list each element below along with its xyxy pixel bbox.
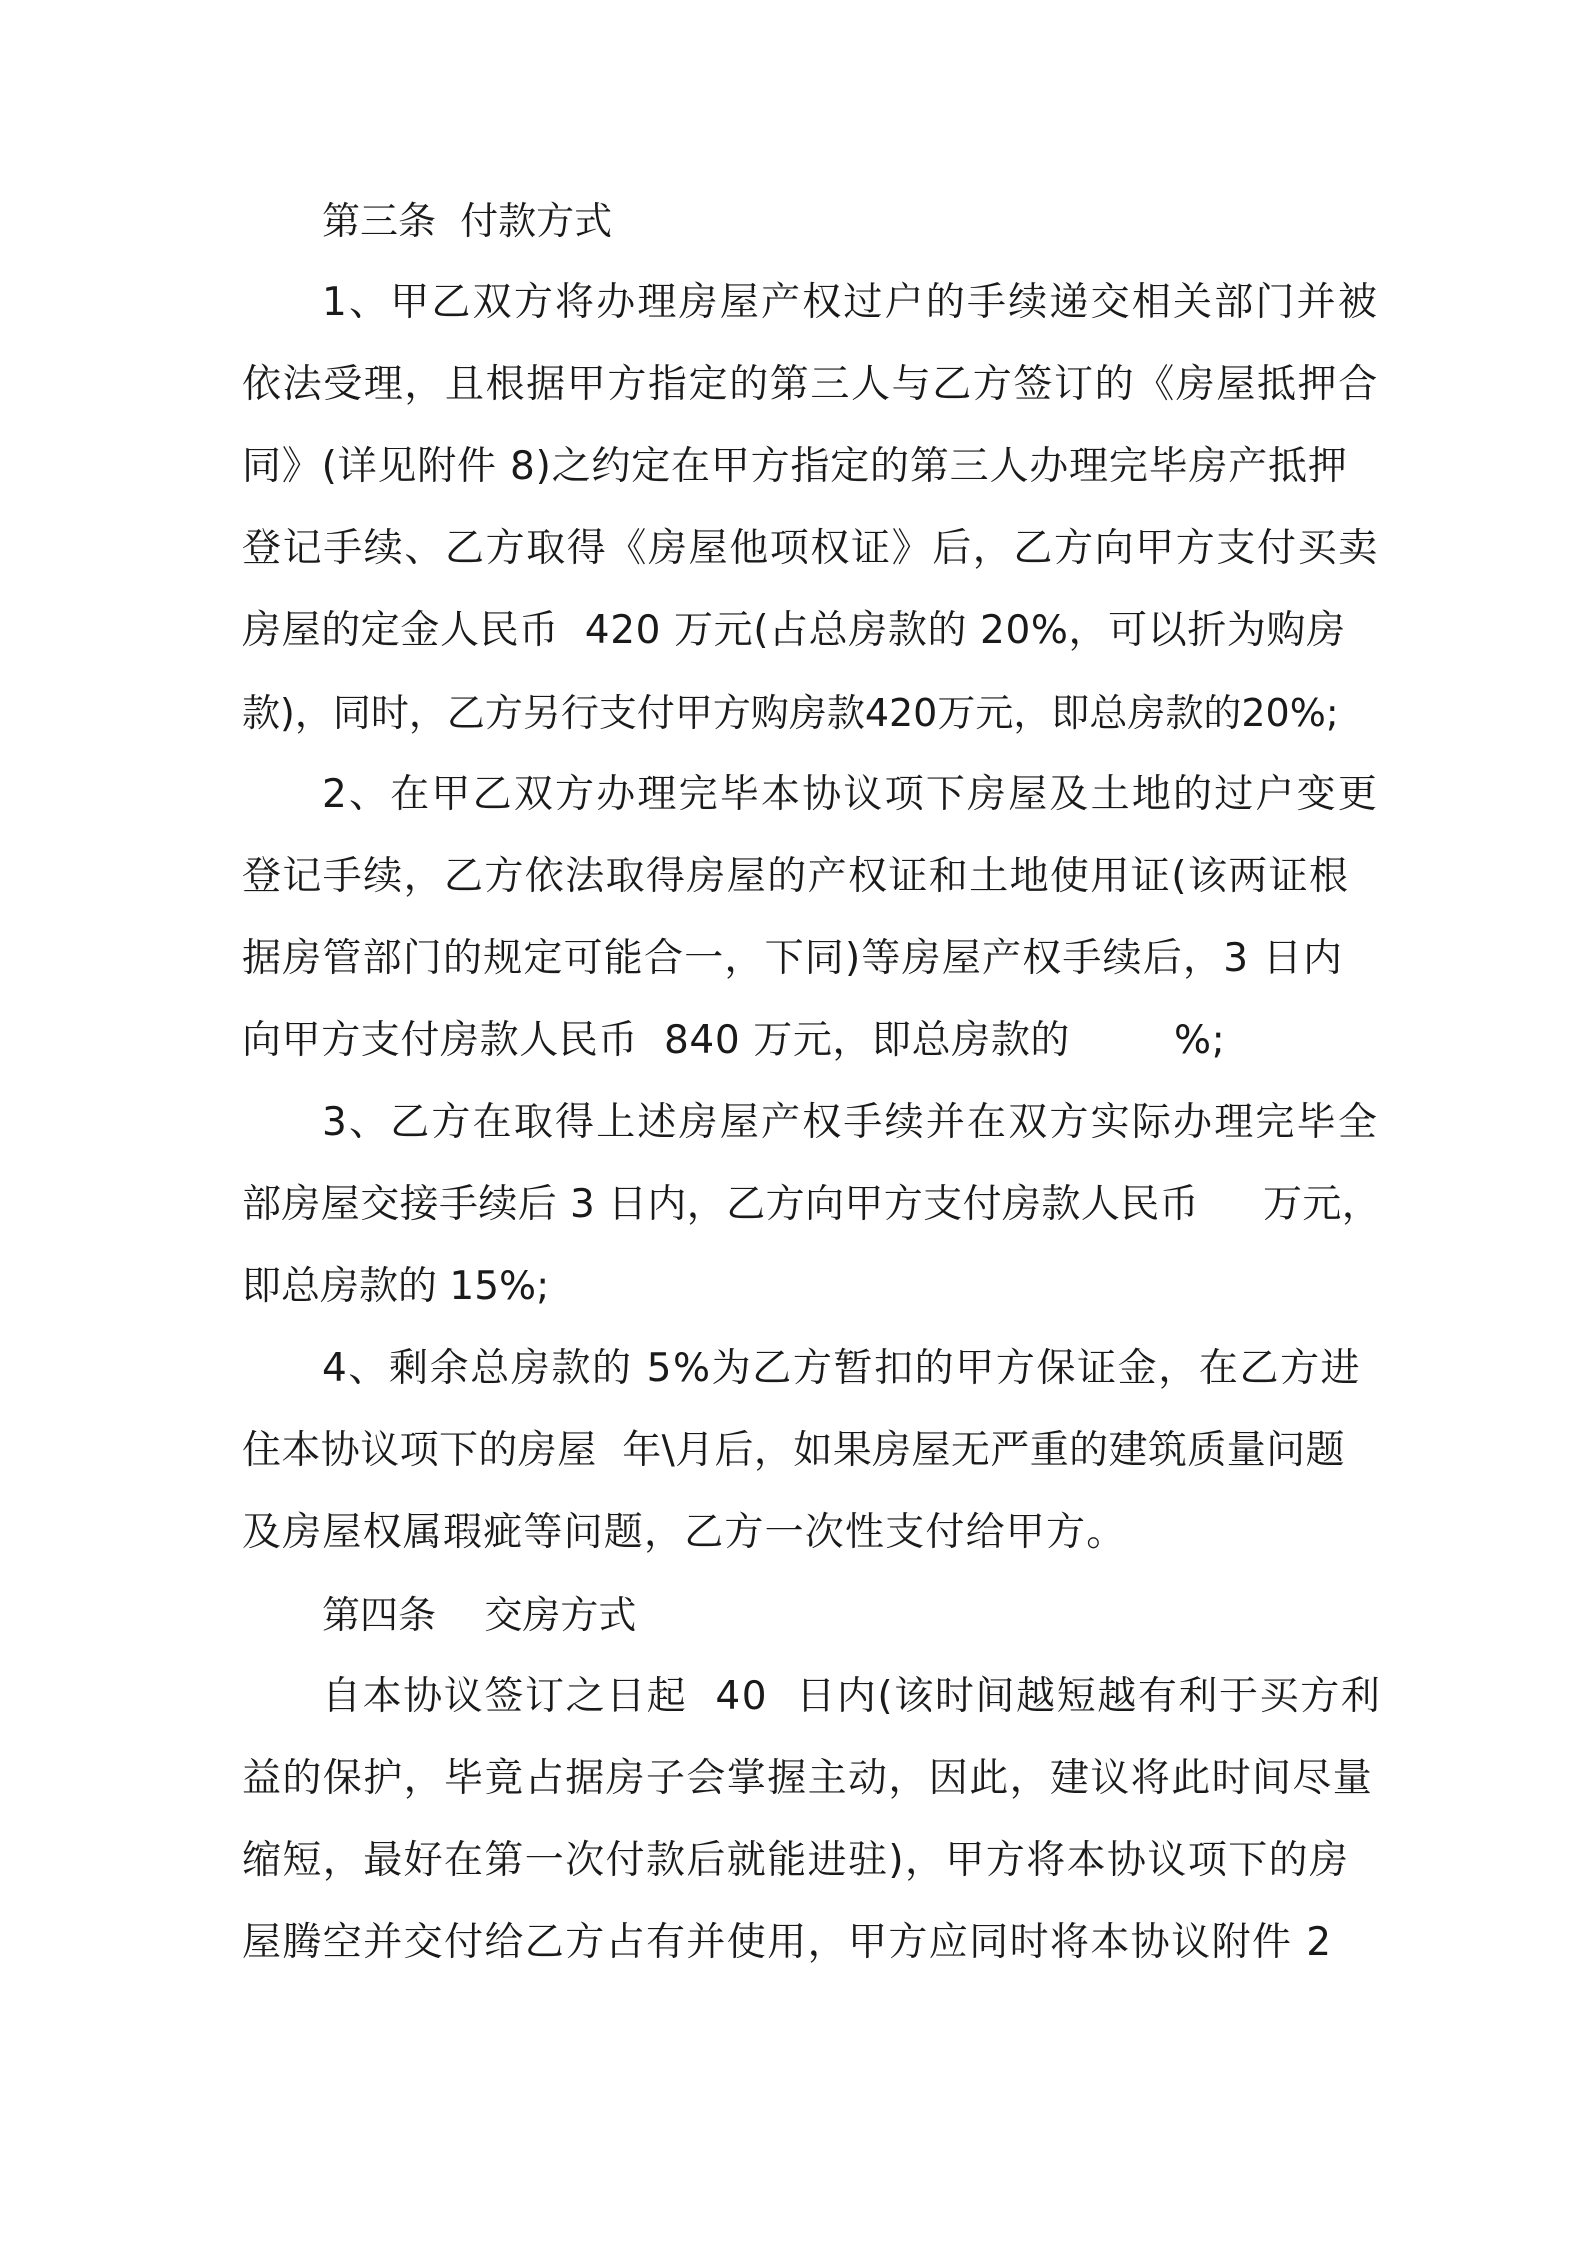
paragraph-line: 即总房款的 15%; bbox=[242, 1264, 550, 1309]
paragraph-line: 登记手续、乙方取得《房屋他项权证》后，乙方向甲方支付买卖 bbox=[242, 526, 1379, 571]
paragraph-line: 及房屋权属瑕疵等问题，乙方一次性支付给甲方。 bbox=[242, 1510, 1127, 1555]
paragraph-line: 住本协议项下的房屋 年\月后，如果房屋无严重的建筑质量问题 bbox=[242, 1428, 1345, 1473]
paragraph-line: 自本协议签订之日起 40 日内(该时间越短越有利于买方利 bbox=[322, 1674, 1382, 1719]
paragraph-line: 缩短，最好在第一次付款后就能进驻)，甲方将本协议项下的房 bbox=[242, 1838, 1350, 1883]
paragraph-line: 依法受理，且根据甲方指定的第三人与乙方签订的《房屋抵押合 bbox=[242, 362, 1379, 407]
paragraph-line: 益的保护，毕竟占据房子会掌握主动，因此，建议将此时间尽量 bbox=[242, 1756, 1374, 1801]
paragraph-line: 同》(详见附件 8)之约定在甲方指定的第三人办理完毕房产抵押 bbox=[242, 444, 1348, 489]
paragraph-line: 款)，同时，乙方另行支付甲方购房款420万元，即总房款的20%; bbox=[242, 691, 1339, 735]
paragraph-line: 向甲方支付房款人民币 840 万元，即总房款的 %; bbox=[242, 1018, 1226, 1063]
paragraph-line: 登记手续，乙方依法取得房屋的产权证和土地使用证(该两证根 bbox=[242, 854, 1350, 899]
paragraph-line: 1、甲乙双方将办理房屋产权过户的手续递交相关部门并被 bbox=[322, 280, 1380, 325]
paragraph-line: 4、剩余总房款的 5%为乙方暂扣的甲方保证金，在乙方进 bbox=[322, 1346, 1362, 1391]
paragraph-line: 3、乙方在取得上述房屋产权手续并在双方实际办理完毕全 bbox=[322, 1100, 1380, 1145]
paragraph-line: 据房管部门的规定可能合一，下同)等房屋产权手续后，3 日内 bbox=[242, 936, 1344, 981]
paragraph-line: 部房屋交接手续后 3 日内，乙方向甲方支付房款人民币 万元， bbox=[242, 1182, 1382, 1227]
paragraph-line: 房屋的定金人民币 420 万元(占总房款的 20%，可以折为购房 bbox=[242, 608, 1346, 653]
paragraph-line: 2、在甲乙双方办理完毕本协议项下房屋及土地的过户变更 bbox=[322, 772, 1380, 817]
article-3-heading: 第三条 付款方式 bbox=[322, 199, 613, 243]
paragraph-line: 屋腾空并交付给乙方占有并使用，甲方应同时将本协议附件 2 bbox=[242, 1920, 1333, 1965]
article-4-heading: 第四条 交房方式 bbox=[322, 1593, 637, 1637]
